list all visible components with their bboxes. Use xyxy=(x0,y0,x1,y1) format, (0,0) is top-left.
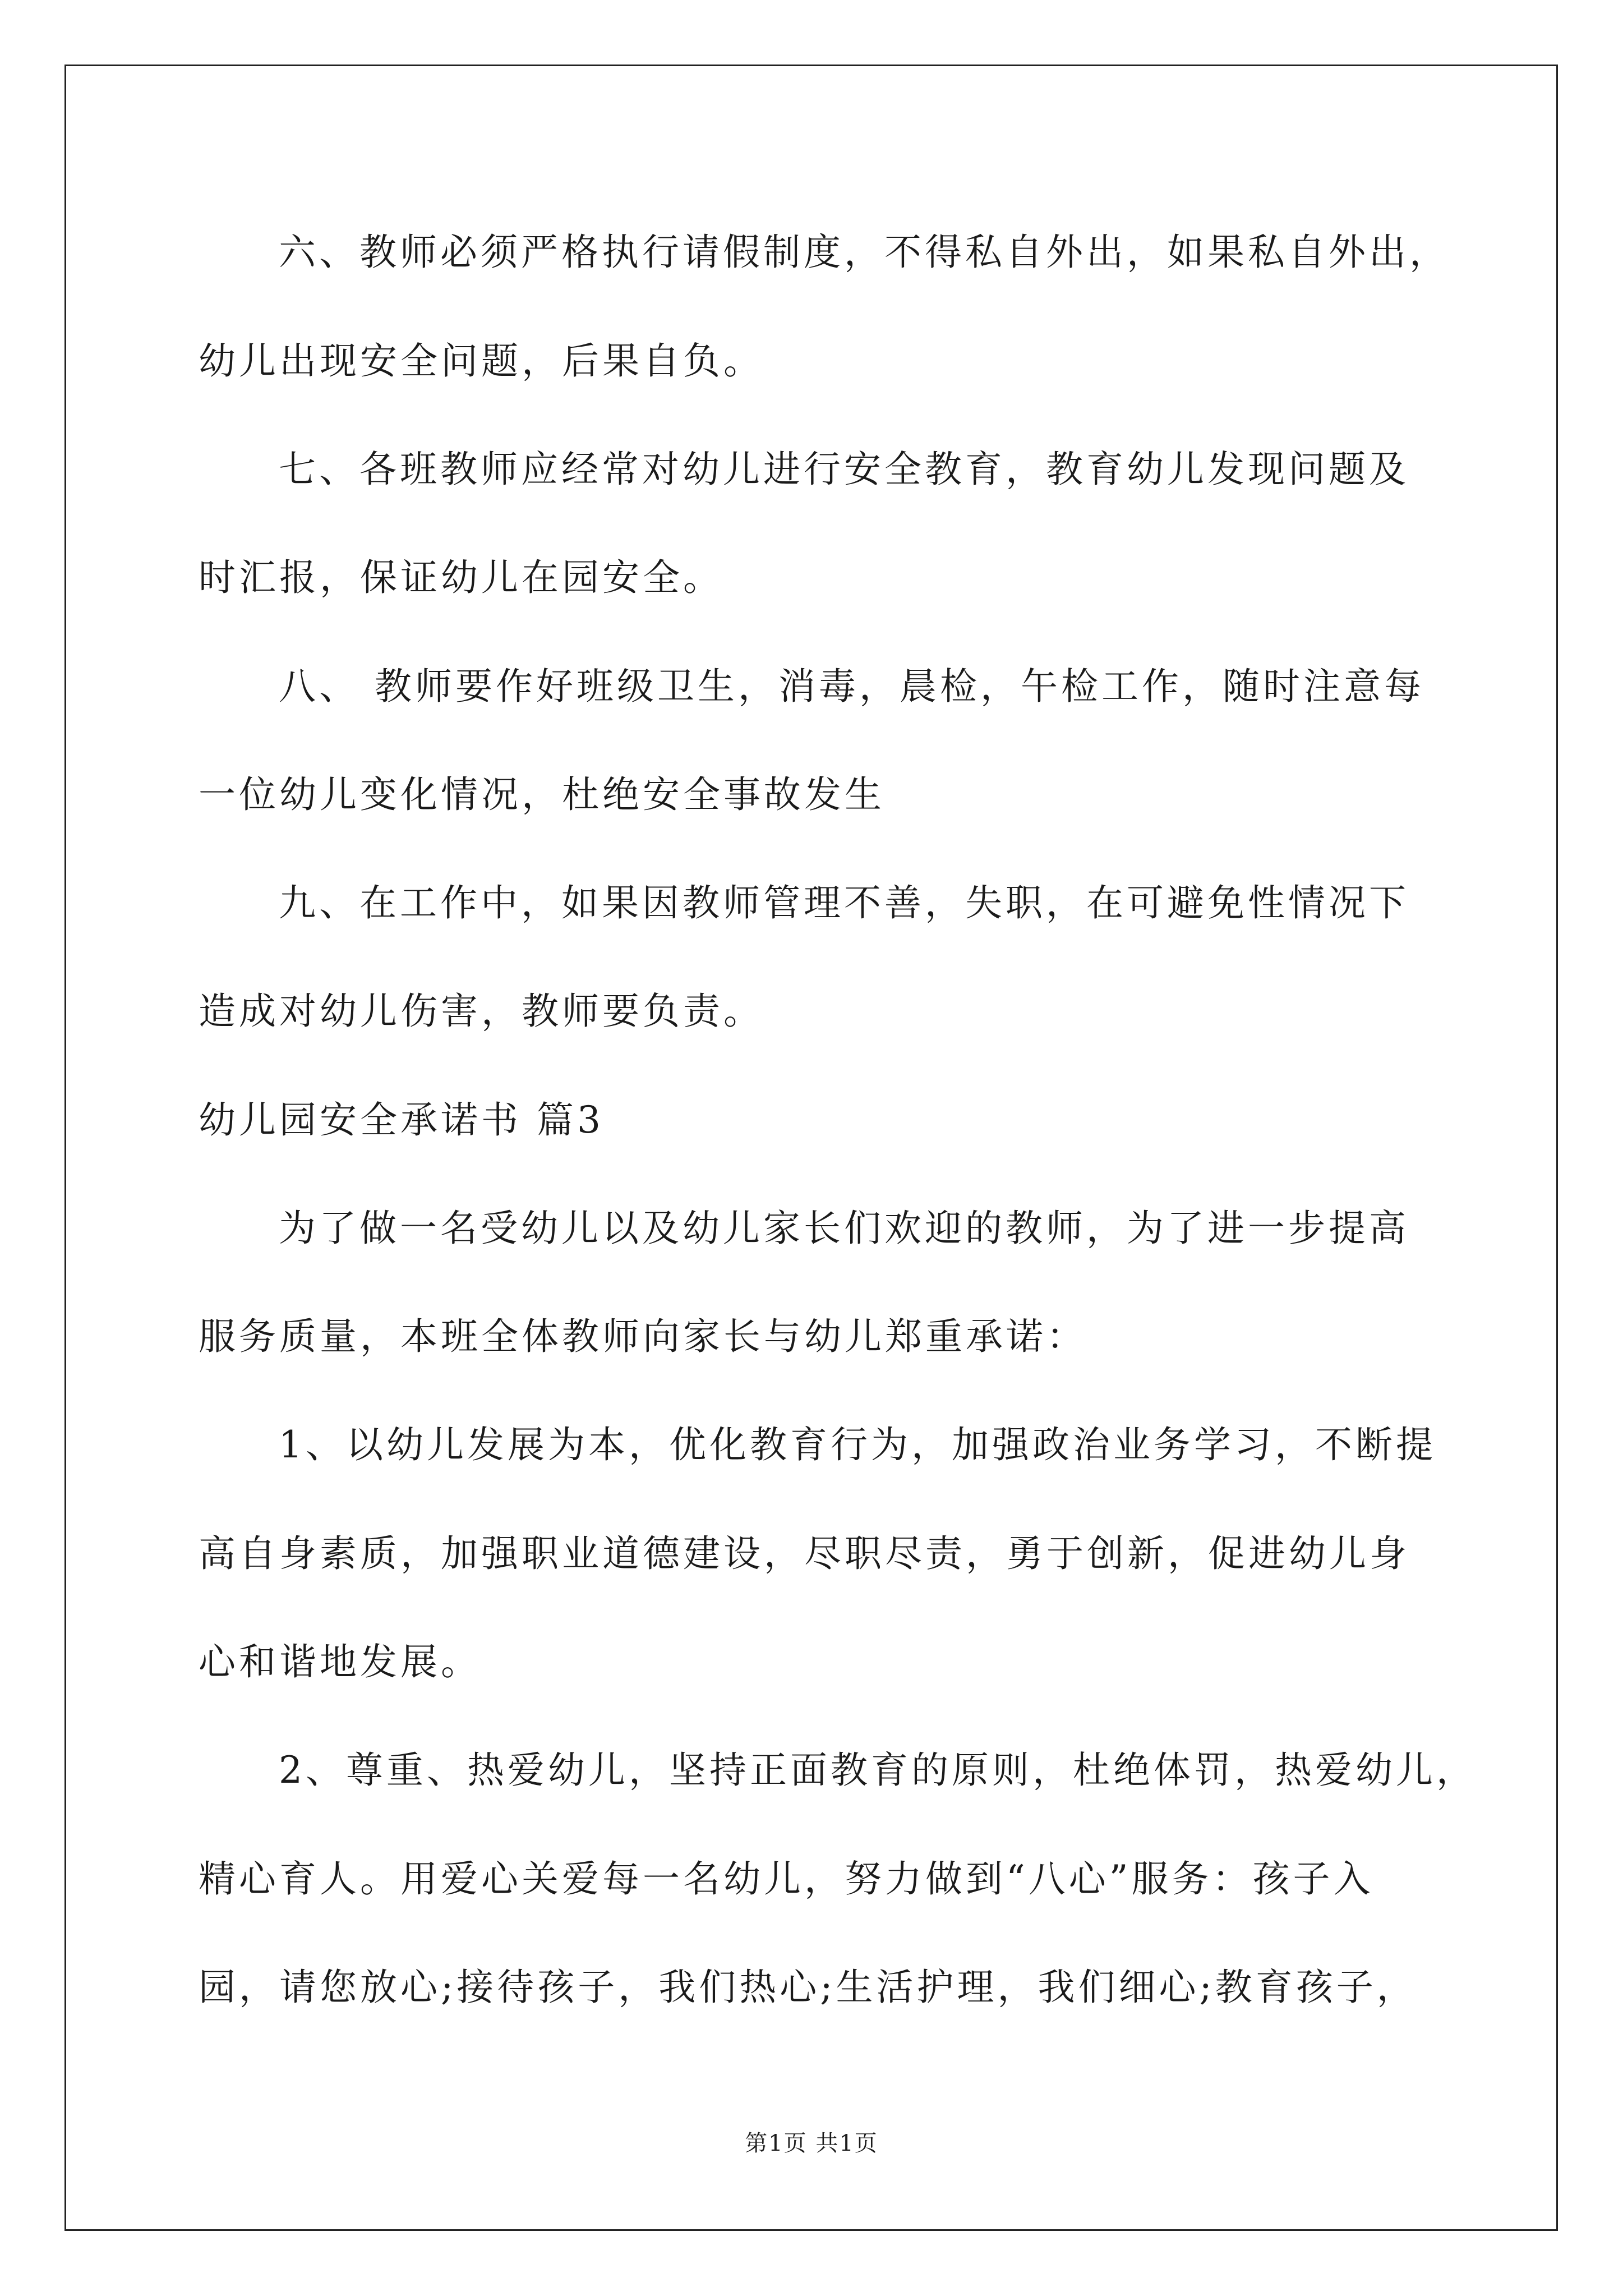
paragraph-line: 园，请您放心;接待孩子，我们热心;生活护理，我们细心;教育孩子， xyxy=(199,1966,1417,2009)
paragraph-line: 服务质量，本班全体教师向家长与幼儿郑重承诺： xyxy=(199,1315,1087,1358)
paragraph-line: 九、在工作中，如果因教师管理不善，失职，在可避免性情况下 xyxy=(279,881,1409,924)
paragraph-line: 七、各班教师应经常对幼儿进行安全教育，教育幼儿发现问题及 xyxy=(279,448,1409,491)
paragraph-line: 为了做一名受幼儿以及幼儿家长们欢迎的教师，为了进一步提高 xyxy=(279,1207,1409,1250)
paragraph-line: 高自身素质，加强职业道德建设，尽职尽责，勇于创新，促进幼儿身 xyxy=(199,1532,1410,1575)
paragraph-line: 造成对幼儿伤害，教师要负责。 xyxy=(199,990,764,1033)
paragraph-line: 1、以幼儿发展为本，优化教育行为，加强政治业务学习，不断提 xyxy=(279,1423,1436,1466)
paragraph-line: 2、尊重、热爱幼儿，坚持正面教育的原则，杜绝体罚，热爱幼儿， xyxy=(279,1749,1477,1792)
paragraph-line: 一位幼儿变化情况，杜绝安全事故发生 xyxy=(199,773,885,816)
paragraph-line: 八、 教师要作好班级卫生，消毒，晨检，午检工作，随时注意每 xyxy=(279,665,1424,708)
page-number-footer: 第1页 共1页 xyxy=(745,2131,878,2156)
paragraph-line: 六、教师必须严格执行请假制度，不得私自外出，如果私自外出， xyxy=(279,231,1450,274)
paragraph-line: 幼儿出现安全问题，后果自负。 xyxy=(199,339,764,383)
page-border xyxy=(64,65,1558,2231)
paragraph-line: 时汇报，保证幼儿在园安全。 xyxy=(199,556,723,599)
section-heading: 幼儿园安全承诺书 篇3 xyxy=(199,1098,604,1142)
paragraph-line: 心和谐地发展。 xyxy=(199,1640,481,1683)
paragraph-line: 精心育人。用爱心关爱每一名幼儿，努力做到“八心”服务：孩子入 xyxy=(199,1857,1374,1901)
